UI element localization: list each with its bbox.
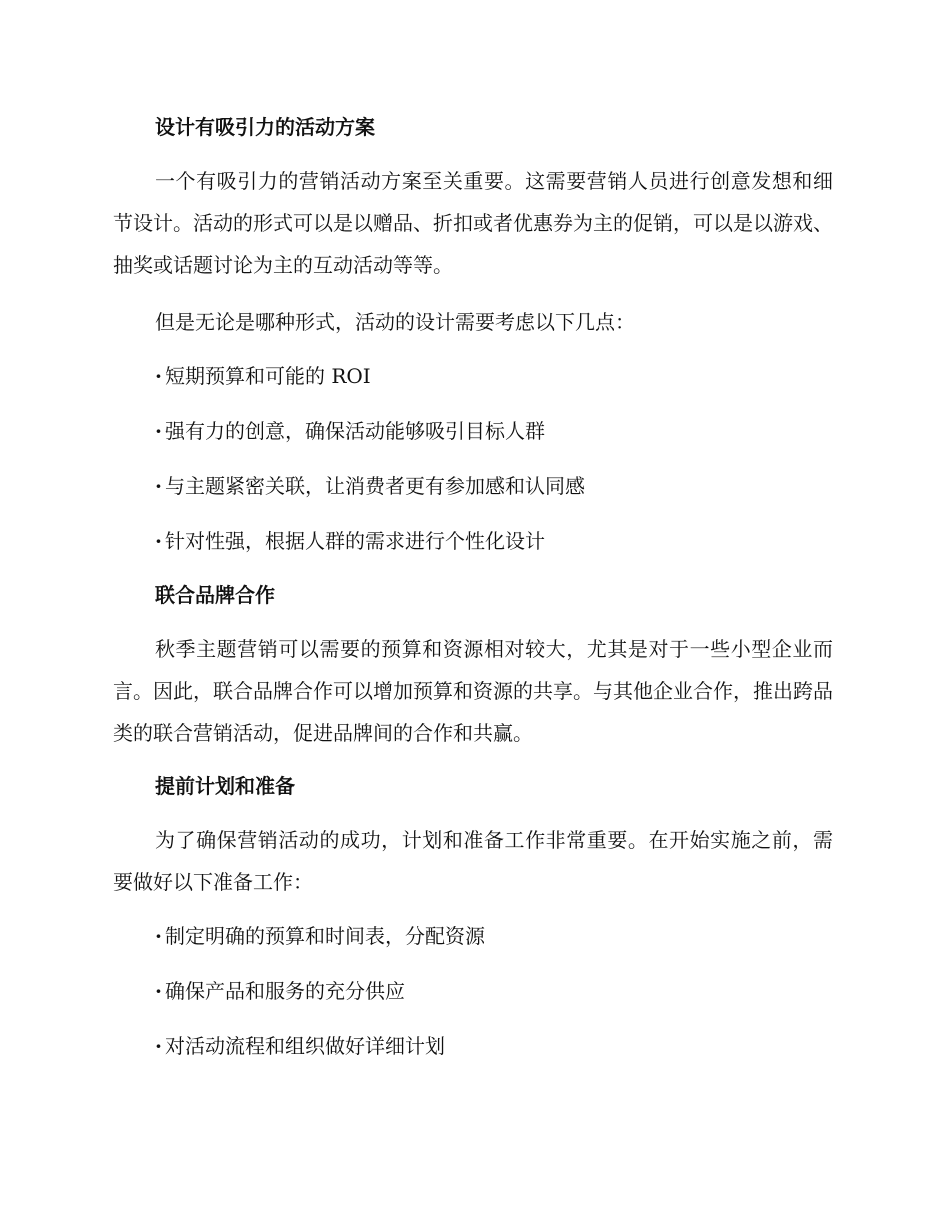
bullet-dot: · (155, 529, 162, 553)
bullet-item (113, 973, 833, 1009)
paragraph-activity-intro: 一个有吸引力的营销活动方案至关重要。这需要营销人员进行创意发想和细节设计。活动的形式可以是以赠品、折扣或者优惠券为主的促销，可以是以游戏、抽奖或话题讨论为主的互动活动等等。 (113, 169, 833, 277)
bullet-text: 对活动流程和组织做好详细计划 (165, 1034, 445, 1058)
bullet-item (113, 918, 833, 954)
bullet-text: 针对性强，根据人群的需求进行个性化设计 (165, 529, 545, 553)
bullet-dot: · (155, 924, 162, 948)
bullet-dot: · (155, 419, 162, 443)
paragraph-brand-cooperation: 秋季主题营销可以需要的预算和资源相对较大，尤其是对于一些小型企业而言。因此，联合品牌合作可以增加预算和资源的共享。与其他企业合作，推出跨品类的联合营销活动，促进品牌间的合作和共赢。 (113, 637, 833, 745)
bullet-text: 制定明确的预算和时间表，分配资源 (165, 924, 485, 948)
bullet-text: 强有力的创意，确保活动能够吸引目标人群 (165, 419, 545, 443)
bullet-item (113, 468, 833, 504)
paragraph-activity-considerations: 但是无论是哪种形式，活动的设计需要考虑以下几点： (155, 310, 635, 334)
document-body (113, 110, 833, 1083)
bullet-dot: · (155, 1034, 162, 1058)
bullet-dot: · (155, 474, 162, 498)
bullet-dot: · (155, 979, 162, 1003)
bullet-item (113, 358, 833, 394)
section-heading-brand-cooperation: 联合品牌合作 (155, 583, 275, 607)
bullet-item (113, 413, 833, 449)
bullet-text: 短期预算和可能的 ROI (165, 364, 371, 388)
bullet-item (113, 1028, 833, 1064)
paragraph-planning: 为了确保营销活动的成功，计划和准备工作非常重要。在开始实施之前，需要做好以下准备工作： (113, 828, 833, 894)
bullet-text: 与主题紧密关联，让消费者更有参加感和认同感 (165, 474, 585, 498)
bullet-text: 确保产品和服务的充分供应 (165, 979, 405, 1003)
section-heading-planning: 提前计划和准备 (155, 774, 295, 798)
bullet-dot: · (155, 364, 162, 388)
section-heading-activity-plan: 设计有吸引力的活动方案 (155, 115, 375, 139)
bullet-item (113, 523, 833, 559)
